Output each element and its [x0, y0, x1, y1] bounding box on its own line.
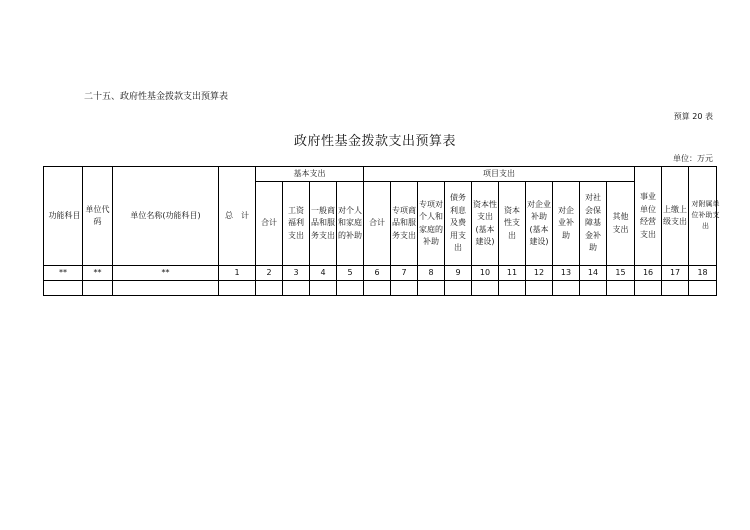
index-cell: 7: [391, 266, 418, 281]
header-personal-subsidy: 对个人和家庭的补助: [337, 182, 364, 266]
data-cell: [418, 281, 445, 296]
header-affiliated-subsidy: 对附属单位补助支出: [689, 167, 717, 266]
header-capital: 资本性支出: [499, 182, 526, 266]
index-cell: 13: [553, 266, 580, 281]
header-general-goods: 一般商品和服务支出: [310, 182, 337, 266]
header-upper-remit: 上缴上级支出: [662, 167, 689, 266]
index-cell: 15: [607, 266, 635, 281]
index-cell: 8: [418, 266, 445, 281]
header-enterprise: 对企业补助: [553, 182, 580, 266]
index-row: [44, 266, 717, 281]
index-cell: 17: [662, 266, 689, 281]
data-cell: [499, 281, 526, 296]
index-cell: 9: [445, 266, 472, 281]
header-func-subject: 功能科目: [44, 167, 83, 266]
index-cell: 1: [219, 266, 256, 281]
header-basic-group: 基本支出: [256, 167, 364, 182]
data-cell: [310, 281, 337, 296]
index-cell: **: [113, 266, 219, 281]
section-title: 二十五、政府性基金拨款支出预算表: [84, 92, 229, 102]
data-cell: [391, 281, 418, 296]
index-cell: 14: [580, 266, 607, 281]
data-cell: [256, 281, 283, 296]
data-cell: [553, 281, 580, 296]
header-project-total: 合计: [364, 182, 391, 266]
data-cell: [635, 281, 662, 296]
index-cell: 11: [499, 266, 526, 281]
header-unit-code: 单位代码: [83, 167, 113, 266]
index-cell: 10: [472, 266, 499, 281]
data-cell: [445, 281, 472, 296]
data-cell: [607, 281, 635, 296]
header-business-operation: 事业单位经营支出: [635, 167, 662, 266]
data-cell: [83, 281, 113, 296]
header-enterprise-base: 对企业补助(基本建设): [526, 182, 553, 266]
document-number: 预算 20 表: [673, 112, 713, 121]
index-cell: 2: [256, 266, 283, 281]
main-title: 政府性基金拨款支出预算表: [293, 134, 456, 149]
index-cell: 12: [526, 266, 553, 281]
header-salary-welfare: 工资福利支出: [283, 182, 310, 266]
data-cell: [526, 281, 553, 296]
header-unit-name: 单位名称(功能科目): [113, 167, 219, 266]
index-cell: 6: [364, 266, 391, 281]
index-cell: **: [83, 266, 113, 281]
index-cell: 18: [689, 266, 717, 281]
index-cell: 3: [283, 266, 310, 281]
data-cell: [219, 281, 256, 296]
header-debt-interest: 债务利息及费用支出: [445, 182, 472, 266]
budget-table: [43, 166, 720, 296]
empty-data-row: [44, 281, 717, 296]
data-cell: [472, 281, 499, 296]
data-cell: [662, 281, 689, 296]
index-cell: 4: [310, 266, 337, 281]
header-social-fund: 对社会保障基金补助: [580, 182, 607, 266]
header-project-group: 项目支出: [364, 167, 635, 182]
data-cell: [337, 281, 364, 296]
index-cell: 5: [337, 266, 364, 281]
data-cell: [689, 281, 717, 296]
header-total: 总 计: [219, 167, 256, 266]
header-special-personal: 专项对个人和家庭的补助: [418, 182, 445, 266]
header-basic-total: 合计: [256, 182, 283, 266]
index-cell: **: [44, 266, 83, 281]
unit-label: 单位：万元: [673, 154, 713, 163]
data-cell: [113, 281, 219, 296]
data-cell: [283, 281, 310, 296]
data-cell: [580, 281, 607, 296]
header-capital-base: 资本性支出(基本建设): [472, 182, 499, 266]
header-other: 其他支出: [607, 182, 635, 266]
header-special-goods: 专项商品和服务支出: [391, 182, 418, 266]
data-cell: [44, 281, 83, 296]
index-cell: 16: [635, 266, 662, 281]
data-cell: [364, 281, 391, 296]
